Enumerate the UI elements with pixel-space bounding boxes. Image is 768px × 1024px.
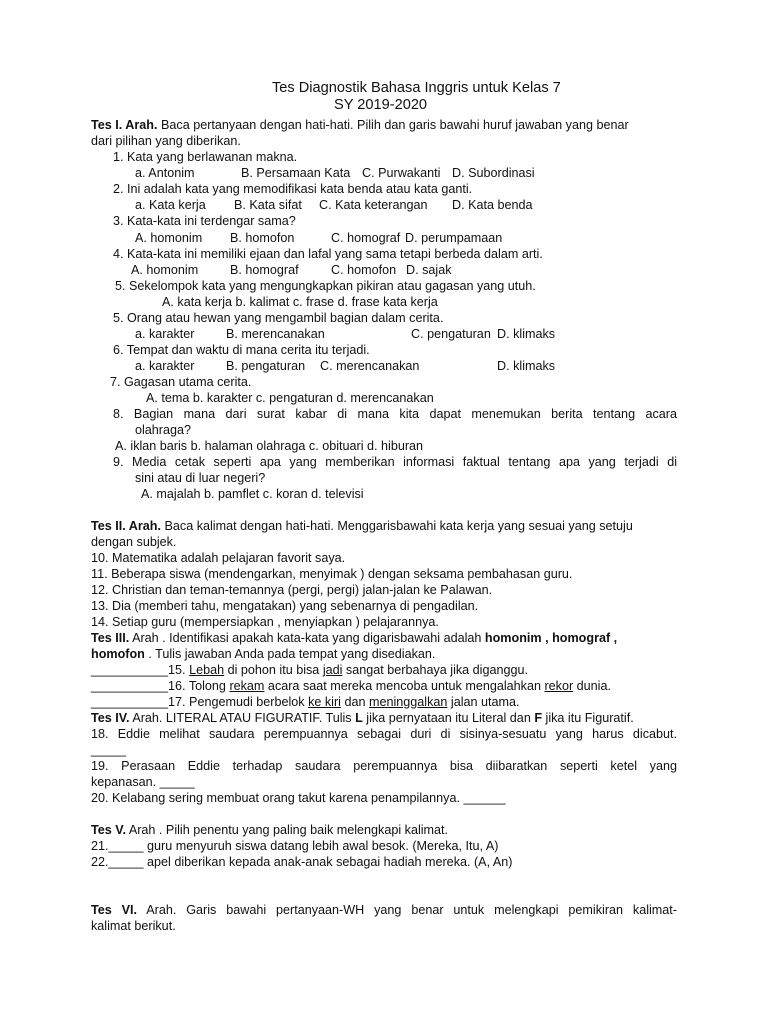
question-16: ___________16. Tolong rekam acara saat mereka mencoba untuk mengalahkan rekor dunia. <box>91 679 611 693</box>
q4-option-c: C. homofon <box>331 263 397 277</box>
question-14: 14. Setiap guru (mempersiapkan , menyiapkan ) pelajarannya. <box>91 615 439 629</box>
q8-options: A. iklan baris b. halaman olahraga c. obituari d. hiburan <box>115 439 424 453</box>
question-3: 3. Kata-kata ini terdengar sama? <box>113 214 296 228</box>
test5-heading: Tes V. <box>91 823 127 837</box>
question-22: 22._____ apel diberikan kepada anak-anak sebagai hadiah mereka. (A, An) <box>91 855 513 869</box>
q4-option-a: A. homonim <box>131 263 199 277</box>
q2-option-b: B. Kata sifat <box>234 198 302 212</box>
q5b-option-b: B. merencanakan <box>226 327 325 341</box>
q5a-options: A. kata kerja b. kalimat c. frase d. frase kata kerja <box>162 295 438 309</box>
test1-heading: Tes I. Arah. <box>91 118 158 132</box>
question-4: 4. Kata-kata ini memiliki ejaan dan lafal yang sama tetapi berbeda dalam arti. <box>113 247 543 261</box>
q5b-option-d: D. klimaks <box>497 327 556 341</box>
q6-option-c: C. merencanakan <box>320 359 420 373</box>
answer-blank: ___________ <box>91 679 169 693</box>
question-1: 1. Kata yang berlawanan makna. <box>113 150 298 164</box>
q2-option-a: a. Kata kerja <box>135 198 206 212</box>
test1-instruction-line1: Tes I. Arah. Baca pertanyaan dengan hati-hati. Pilih dan garis bawahi huruf jawaban yang benar <box>91 118 629 132</box>
q1-option-c: C. Purwakanti <box>362 166 441 180</box>
test6-instruction-line1: Tes VI. Arah. Garis bawahi pertanyaan-WH yang benar untuk melengkapi pemikiran kalimat- <box>91 903 677 917</box>
school-year: SY 2019-2020 <box>334 97 428 113</box>
q6-option-d: D. klimaks <box>497 359 556 373</box>
q5b-option-c: C. pengaturan <box>411 327 491 341</box>
q5b-option-a: a. karakter <box>135 327 195 341</box>
question-12: 12. Christian dan teman-temannya (pergi, pergi) jalan-jalan ke Palawan. <box>91 583 493 597</box>
question-10: 10. Matematika adalah pelajaran favorit saya. <box>91 551 346 565</box>
test5-instruction: Tes V. Arah . Pilih penentu yang paling baik melengkapi kalimat. <box>91 823 449 837</box>
q3-option-b: B. homofon <box>230 231 295 245</box>
question-19-line2: kepanasan. _____ <box>91 775 195 789</box>
q1-option-a: a. Antonim <box>135 166 195 180</box>
question-20: 20. Kelabang sering membuat orang takut karena penampilannya. ______ <box>91 791 506 805</box>
answer-blank: ___________ <box>91 695 169 709</box>
q9-options: A. majalah b. pamflet c. koran d. televisi <box>141 487 364 501</box>
question-21: 21._____ guru menyuruh siswa datang lebih awal besok. (Mereka, Itu, A) <box>91 839 499 853</box>
question-5b: 5. Orang atau hewan yang mengambil bagian dalam cerita. <box>113 311 444 325</box>
test6-heading: Tes VI. <box>91 903 138 917</box>
question-15: ___________15. Lebah di pohon itu bisa jadi sangat berbahaya jika diganggu. <box>91 663 528 677</box>
question-7: 7. Gagasan utama cerita. <box>110 375 252 389</box>
test2-heading: Tes II. Arah. <box>91 519 161 533</box>
q2-option-c: C. Kata keterangan <box>319 198 428 212</box>
test6-instruction-line2: kalimat berikut. <box>91 919 176 933</box>
answer-blank: ___________ <box>91 663 169 677</box>
question-18-blank: _____ <box>91 743 127 757</box>
question-17: ___________17. Pengemudi berbelok ke kiri dan meninggalkan jalan utama. <box>91 695 520 709</box>
question-2: 2. Ini adalah kata yang memodifikasi kata benda atau kata ganti. <box>113 182 473 196</box>
question-19-line1: 19. Perasaan Eddie terhadap saudara perempuannya bisa diibaratkan seperti ketel yang <box>91 759 677 773</box>
question-9-line2: sini atau di luar negeri? <box>135 471 266 485</box>
question-11: 11. Beberapa siswa (mendengarkan, menyimak ) dengan seksama pembahasan guru. <box>91 567 573 581</box>
page-title: Tes Diagnostik Bahasa Inggris untuk Kelas 7 <box>272 80 561 96</box>
q4-option-d: D. sajak <box>406 263 452 277</box>
q6-option-b: B. pengaturan <box>226 359 306 373</box>
q7-options: A. tema b. karakter c. pengaturan d. merencanakan <box>146 391 434 405</box>
test4-instruction: Tes IV. Arah. LITERAL ATAU FIGURATIF. Tulis L jika pernyataan itu Literal dan F jika itu Figuratif. <box>91 711 634 725</box>
question-13: 13. Dia (memberi tahu, mengatakan) yang sebenarnya di pengadilan. <box>91 599 479 613</box>
test3-instruction-line2: homofon . Tulis jawaban Anda pada tempat yang disediakan. <box>91 647 436 661</box>
q1-option-b: B. Persamaan Kata <box>241 166 351 180</box>
test3-heading: Tes III. <box>91 631 130 645</box>
q1-option-d: D. Subordinasi <box>452 166 535 180</box>
q6-option-a: a. karakter <box>135 359 195 373</box>
question-9-line1: 9. Media cetak seperti apa yang memberikan informasi faktual tentang apa yang terjadi di <box>113 455 677 469</box>
question-8-line1: 8. Bagian mana dari surat kabar di mana kita dapat menemukan berita tentang acara <box>113 407 677 421</box>
test3-instruction-line1: Tes III. Arah . Identifikasi apakah kata-kata yang digarisbawahi adalah homonim , homograf , <box>91 631 618 645</box>
q3-option-d: D. perumpamaan <box>405 231 503 245</box>
question-18-line1: 18. Eddie melihat saudara perempuannya sebagai duri di sisinya-sesuatu yang harus dicabut. <box>91 727 677 741</box>
question-5a: 5. Sekelompok kata yang mengungkapkan pikiran atau gagasan yang utuh. <box>115 279 536 293</box>
test2-instruction-line1: Tes II. Arah. Baca kalimat dengan hati-hati. Menggarisbawahi kata kerja yang sesuai yang setuju <box>91 519 633 533</box>
test1-instruction-line2: dari pilihan yang diberikan. <box>91 134 241 148</box>
q2-option-d: D. Kata benda <box>452 198 533 212</box>
q3-option-a: A. homonim <box>135 231 203 245</box>
test4-heading: Tes IV. <box>91 711 130 725</box>
q4-option-b: B. homograf <box>230 263 299 277</box>
q3-option-c: C. homograf <box>331 231 401 245</box>
test2-instruction-line2: dengan subjek. <box>91 535 177 549</box>
question-6: 6. Tempat dan waktu di mana cerita itu terjadi. <box>113 343 370 357</box>
question-8-line2: olahraga? <box>135 423 192 437</box>
